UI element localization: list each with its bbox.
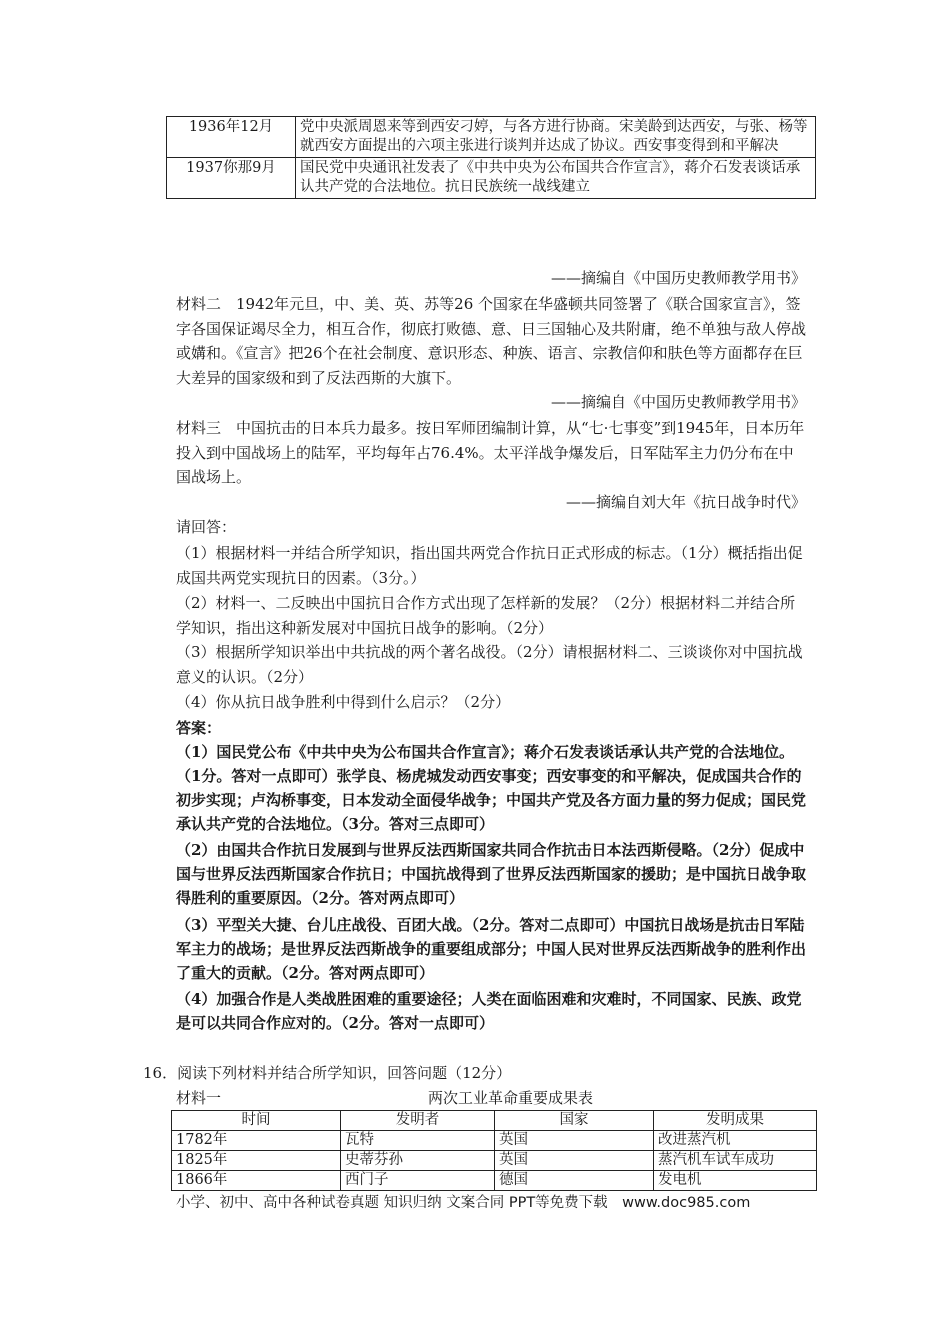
- table-cell: 德国: [495, 1171, 654, 1191]
- table-cell: 改进蒸汽机: [654, 1131, 817, 1151]
- answer-prompt: 请回答：: [176, 518, 237, 536]
- answer-4: （4）加强合作是人类战胜困难的重要途径；人类在面临困难和灾难时，不同国家、民族、政党是可以共同合作应对的。（2分。答对一点即可）: [176, 990, 802, 1032]
- table-row: [172, 1171, 817, 1191]
- table-cell: 1825年: [172, 1151, 341, 1171]
- table-cell: 1866年: [172, 1171, 341, 1191]
- table-cell: 蒸汽机车试车成功: [654, 1151, 817, 1171]
- table-row: [167, 117, 816, 158]
- table-cell: 英国: [495, 1131, 654, 1151]
- event-description: 党中央派周恩来等到西安刁婷，与各方进行协商。宋美龄到达西安，与张、杨等就西安方面提出的六项主张进行谈判并达成了协议。西安事变得到和平解决: [296, 117, 816, 158]
- column-header: 发明者: [341, 1111, 495, 1131]
- material-two: 材料二 1942年元旦，中、美、英、苏等26 个国家在华盛顿共同签署了《联合国家宣言》，签字各国保证竭尽全力，相互合作，彻底打败德、意、日三国轴心及共附庸，绝不单独与敌人停战或媾和。《宣言》把26个在社会制度、意识形态、种族、语言、宗教信仰和肤色等方面都存在巨大差异的国家级和到了反法西斯的大旗下。: [176, 295, 807, 387]
- source-citation: ——摘编自《中国历史教师教学用书》: [550, 393, 806, 411]
- event-date: 1936年12月: [167, 117, 296, 158]
- question-4: （4）你从抗日战争胜利中得到什么启示？（2分）: [176, 693, 511, 711]
- answer-3: （3）平型关大捷、台儿庄战役、百团大战。（2分。答对二点即可）中国抗日战场是抗击日军陆军主力的战场；是世界反法西斯战争的重要组成部分；中国人民对世界反法西斯战争的胜利作出了重大的贡献。（2分。答对两点即可）: [176, 916, 807, 982]
- answer-1: （1）国民党公布《中共中央为公布国共合作宣言》；蒋介石发表谈话承认共产党的合法地位。（1分。答对一点即可）张学良、杨虎城发动西安事变；西安事变的和平解决，促成国共合作的初步实现；卢沟桥事变，日本发动全面侵华战争；中国共产党及各方面力量的努力促成；国民党承认共产党的合法地位。（3分。答对三点即可）: [176, 743, 807, 833]
- answer-2: （2）由国共合作抗日发展到与世界反法西斯国家共同合作抗击日本法西斯侵略。（2分）促成中国与世界反法西斯国家合作抗日；中国抗战得到了世界反法西斯国家的援助；是中国抗日战争取得胜利的重要原因。（2分。答对两点即可）: [176, 841, 807, 907]
- table-cell: 英国: [495, 1151, 654, 1171]
- material-one-label: 材料一: [176, 1089, 222, 1107]
- invention-table: [171, 1110, 817, 1191]
- question-2: （2）材料一、二反映出中国抗日合作方式出现了怎样新的发展？（2分）根据材料二并结合所学知识，指出这种新发展对中国抗日战争的影响。（2分）: [176, 594, 796, 637]
- question-3: （3）根据所学知识举出中共抗战的两个著名战役。（2分）请根据材料二、三谈谈你对中国抗战意义的认识。（2分）: [176, 643, 803, 686]
- question-1: （1）根据材料一并结合所学知识，指出国共两党合作抗日正式形成的标志。（1分）概括指出促成国共两党实现抗日的因素。（3分。）: [176, 544, 803, 587]
- column-header: 时间: [172, 1111, 341, 1131]
- table-cell: 发电机: [654, 1171, 817, 1191]
- table-header-row: [172, 1111, 817, 1131]
- table-cell: 西门子: [341, 1171, 495, 1191]
- table-row: [172, 1131, 817, 1151]
- answer-label: 答案：: [176, 719, 222, 737]
- table-row: [172, 1151, 817, 1171]
- table-cell: 史蒂芬孙: [341, 1151, 495, 1171]
- column-header: 国家: [495, 1111, 654, 1131]
- material-three: 材料三 中国抗击的日本兵力最多。按日军师团编制计算，从“七·七事变”到1945年，日本历年投入到中国战场上的陆军，平均每年占76.4%。太平洋战争爆发后，日军陆军主力仍分布在中国战场上。: [176, 419, 805, 486]
- source-citation: ——摘编自刘大年《抗日战争时代》: [565, 493, 806, 511]
- column-header: 发明成果: [654, 1111, 817, 1131]
- table-row: [167, 158, 816, 199]
- event-table: [166, 116, 816, 199]
- event-description: 国民党中央通讯社发表了《中共中央为公布国共合作宣言》，蒋介石发表谈话承认共产党的合法地位。抗日民族统一战线建立: [296, 158, 816, 199]
- source-citation: ——摘编自《中国历史教师教学用书》: [550, 269, 806, 287]
- table-title: 两次工业革命重要成果表: [428, 1089, 594, 1107]
- table-cell: 瓦特: [341, 1131, 495, 1151]
- event-date: 1937你那9月: [167, 158, 296, 199]
- question-16-heading: 16．阅读下列材料并结合所学知识，回答问题（12分）: [143, 1064, 512, 1082]
- table-cell: 1782年: [172, 1131, 341, 1151]
- footer-watermark: 小学、初中、高中各种试卷真题 知识归纳 文案合同 PPT等免费下载 www.doc985.com: [176, 1195, 751, 1211]
